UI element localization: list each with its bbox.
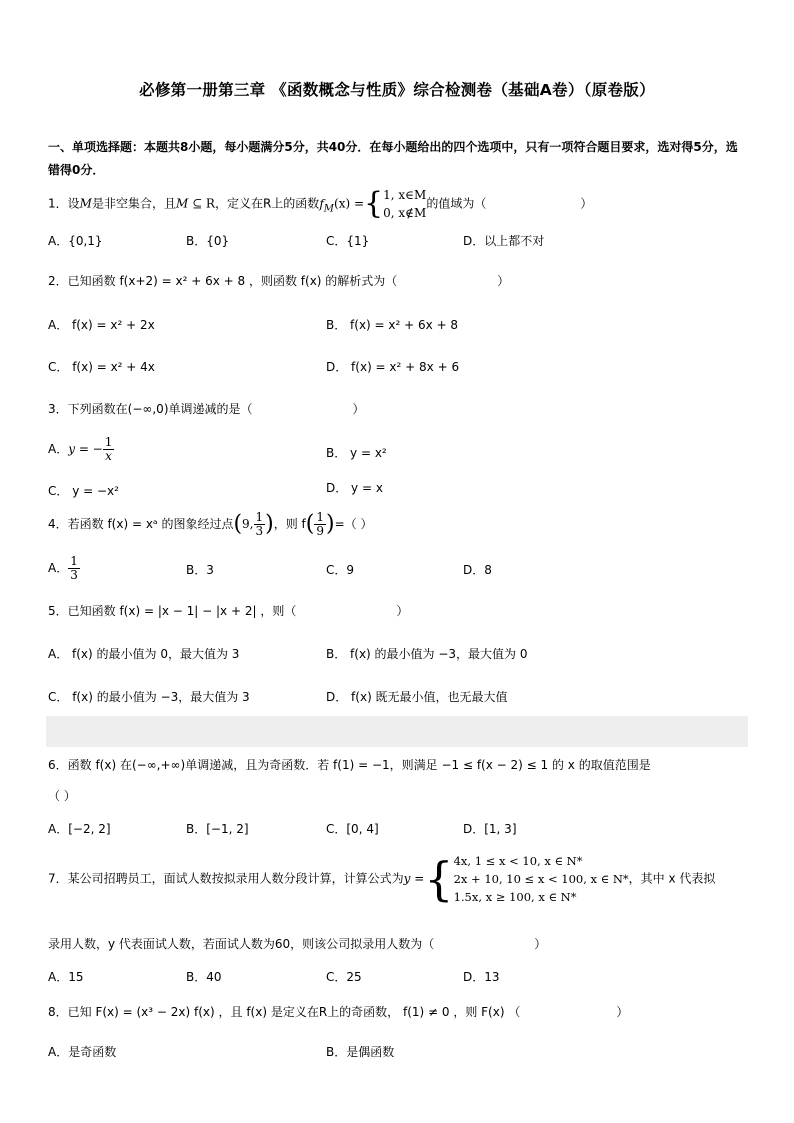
question-7-option-c[interactable]: C．25 <box>326 970 362 984</box>
question-6-answer-paren: （ ） <box>48 789 76 803</box>
question-4-option-c[interactable]: C．9 <box>326 563 355 577</box>
question-1-option-b[interactable]: B．{0} <box>186 234 230 248</box>
question-6-option-d[interactable]: D．[1, 3] <box>463 822 517 836</box>
question-1-option-a[interactable]: A．{0,1} <box>48 234 103 248</box>
question-4-option-a[interactable]: A． $\frac{1}{3}$ <box>48 554 78 582</box>
question-7-option-d[interactable]: D．13 <box>463 970 500 984</box>
question-1-option-c[interactable]: C．{1} <box>326 234 370 248</box>
section-instructions: 一、单项选择题：本题共8小题，每小题满分5分，共40分．在每小题给出的四个选项中，只有一项符合题目要求，选对得5分，选错得0分． <box>48 140 738 177</box>
question-7-option-b[interactable]: B．40 <box>186 970 222 984</box>
question-2-option-a[interactable]: A． f(x) = x² + 2x <box>48 318 155 332</box>
question-3-option-c[interactable]: C． y = −x² <box>48 484 119 498</box>
question-6-option-c[interactable]: C．[0, 4] <box>326 822 379 836</box>
question-5-option-a[interactable]: A． f(x) 的最小值为 0，最大值为 3 <box>48 647 240 661</box>
question-2-stem: 2．已知函数 f(x+2) = x² + 6x + 8 ，则函数 f(x) 的解析式为（ ） <box>48 274 510 288</box>
question-6-stem: 6．函数 f(x) 在(−∞,+∞)单调递减，且为奇函数．若 f(1) = −1，则满足 −1 ≤ f(x − 2) ≤ 1 的 x 的取值范围是 <box>48 758 651 772</box>
question-7-stem: 7．某公司招聘员工，面试人数按拟录用人数分段计算，计算公式为y ={4x, 1 ≤ x < 10, x ∈ N* 2x + 10, 10 ≤ x < 100, x ∈ N* 1.5x, x ≥ 100, x ∈ N*，其中 x 代表拟 <box>48 852 716 906</box>
question-8-stem: 8．已知 F(x) = (x³ − 2x) f(x) ，且 f(x) 是定义在R上的奇函数， f(1) ≠ 0 ，则 F(x) （ ） <box>48 1005 629 1019</box>
question-3-option-a[interactable]: A．y = − $\frac{1}{x}$ <box>48 435 113 463</box>
question-3-option-b[interactable]: B． y = x² <box>326 446 387 460</box>
question-3-stem: 3．下列函数在(−∞,0)单调递减的是（ ） <box>48 402 365 416</box>
question-7-stem-line2: 录用人数，y 代表面试人数，若面试人数为60，则该公司拟录用人数为（ ） <box>48 937 547 951</box>
page-title: 必修第一册第三章 《函数概念与性质》综合检测卷（基础A卷）（原卷版） <box>139 81 655 99</box>
question-8-option-b[interactable]: B．是偶函数 <box>326 1045 395 1059</box>
question-2-option-d[interactable]: D． f(x) = x² + 8x + 6 <box>326 360 460 374</box>
question-1-option-d[interactable]: D．以上都不对 <box>463 234 545 248</box>
question-2-option-c[interactable]: C． f(x) = x² + 4x <box>48 360 155 374</box>
question-5-option-c[interactable]: C． f(x) 的最小值为 −3，最大值为 3 <box>48 690 250 704</box>
question-3-option-d[interactable]: D． y = x <box>326 481 383 495</box>
question-5-option-d[interactable]: D． f(x) 既无最小值，也无最大值 <box>326 690 508 704</box>
question-6-option-a[interactable]: A．[−2, 2] <box>48 822 111 836</box>
question-7-option-a[interactable]: A．15 <box>48 970 84 984</box>
question-4-option-b[interactable]: B．3 <box>186 563 214 577</box>
gray-separator-band <box>46 716 748 747</box>
question-4-option-d[interactable]: D．8 <box>463 563 492 577</box>
question-2-option-b[interactable]: B． f(x) = x² + 6x + 8 <box>326 318 459 332</box>
question-5-stem: 5．已知函数 f(x) = |x − 1| − |x + 2| ，则（ ） <box>48 604 409 618</box>
question-6-option-b[interactable]: B．[−1, 2] <box>186 822 249 836</box>
question-1-stem: 1．设M是非空集合，且M ⊆ R，定义在R上的函数$f_M(x) =\{1$, x∈M 0, x∉M的值域为（ ） <box>48 186 593 221</box>
question-5-option-b[interactable]: B． f(x) 的最小值为 −3，最大值为 0 <box>326 647 528 661</box>
question-8-option-a[interactable]: A．是奇函数 <box>48 1045 117 1059</box>
question-4-stem: 4．若函数 f(x) = xᵃ 的图象经过点(9, $\frac{1}{3}$ )，则 f( $\frac{1}{9}$ )=（ ） <box>48 510 373 538</box>
